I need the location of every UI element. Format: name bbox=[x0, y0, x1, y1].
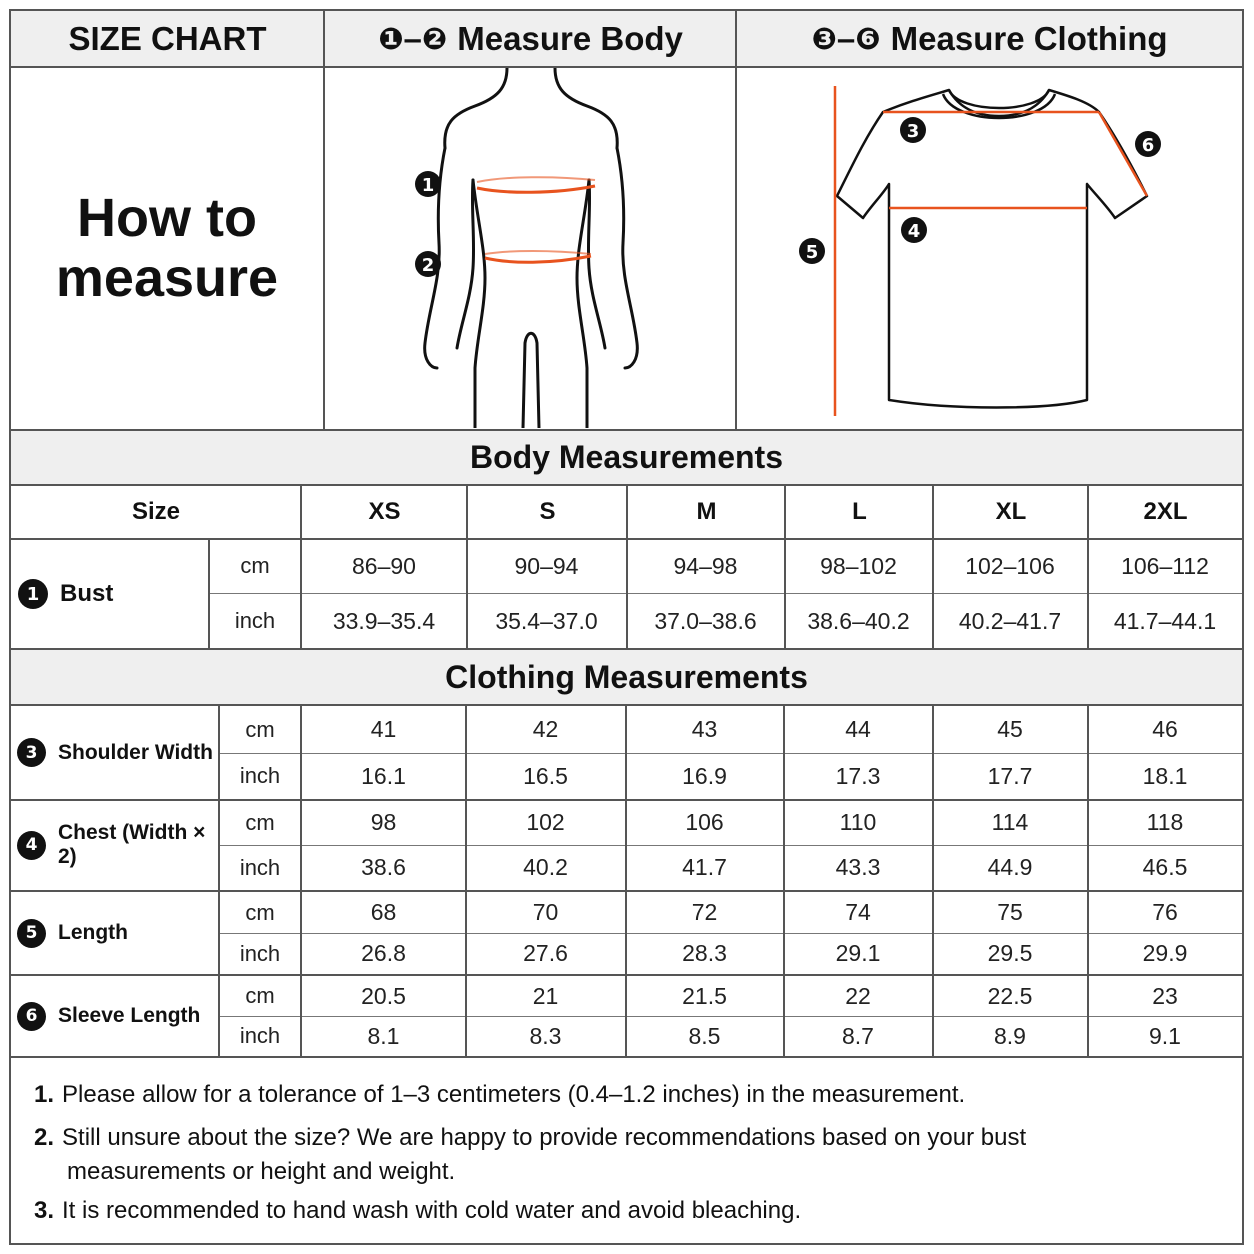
bust-inch-l-value: 38.6–40.2 bbox=[807, 607, 910, 634]
sleeve-length-cm-m-value: 21.5 bbox=[682, 982, 727, 1009]
body-measurements-title bbox=[11, 431, 1242, 484]
shoulder-width-inch-s bbox=[466, 753, 625, 799]
sleeve-length-unit-inch-value: inch bbox=[239, 1023, 281, 1048]
size-xs: XS bbox=[368, 498, 401, 525]
shoulder-width-inch-l-value: 17.3 bbox=[835, 762, 881, 789]
sleeve-length-cm-xs bbox=[302, 976, 465, 1016]
bust-inch-l bbox=[785, 594, 932, 648]
size-label: Size bbox=[131, 498, 181, 525]
bust-measure-back bbox=[477, 177, 595, 182]
svg-text:1: 1 bbox=[421, 175, 435, 196]
waist-measure-line bbox=[485, 256, 591, 262]
shoulder-width-unit-inch-value: inch bbox=[239, 763, 281, 788]
length-cm-xs bbox=[302, 892, 465, 933]
length-inch-xs bbox=[302, 933, 465, 974]
chest-cm-m bbox=[626, 800, 783, 845]
length-inch-s bbox=[466, 933, 625, 974]
note-2-num: 2. bbox=[34, 1124, 55, 1151]
length-inch-xl-value: 29.5 bbox=[987, 940, 1033, 966]
chest-inch-m-value: 41.7 bbox=[682, 854, 727, 880]
chest-label: Chest (Width × 2) bbox=[58, 821, 206, 868]
chest-inch-xs-value: 38.6 bbox=[361, 854, 406, 880]
length-cm-xl-value: 75 bbox=[997, 899, 1023, 925]
svg-text:6: 6 bbox=[1141, 135, 1155, 156]
sleeve-length-inch-xl bbox=[933, 1016, 1087, 1056]
measure-clothing-badge-3: ❸ bbox=[811, 21, 837, 57]
shoulder-width-cm-xl bbox=[933, 706, 1087, 753]
shoulder-width-unit-inch bbox=[220, 753, 300, 799]
length-row-label bbox=[17, 892, 217, 974]
length-cm-xs-value: 68 bbox=[370, 899, 397, 925]
sleeve-length-cm-m bbox=[626, 976, 783, 1016]
how-to-line2: measure bbox=[55, 248, 279, 308]
bust-cm-m-value: 94–98 bbox=[673, 552, 738, 579]
chest-inch-xs bbox=[302, 845, 465, 890]
svg-text:5: 5 bbox=[805, 242, 819, 263]
shoulder-width-cm-l bbox=[784, 706, 932, 753]
tshirt-diagram bbox=[737, 68, 1242, 428]
shoulder-width-inch-l bbox=[784, 753, 932, 799]
length-cm-m-value: 72 bbox=[691, 899, 718, 925]
length-inch-2xl-value: 29.9 bbox=[1142, 940, 1188, 966]
sleeve-length-inch-xl-value: 8.9 bbox=[994, 1022, 1026, 1049]
tshirt-outline bbox=[837, 90, 1147, 408]
length-inch-xs-value: 26.8 bbox=[361, 940, 406, 966]
length-unit-inch bbox=[220, 933, 300, 974]
measure-body-dash: – bbox=[403, 20, 422, 57]
length-inch-m-value: 28.3 bbox=[682, 940, 727, 966]
length-cm-s bbox=[466, 892, 625, 933]
sleeve-length-inch-s-value: 8.3 bbox=[529, 1022, 562, 1049]
length-unit-cm bbox=[220, 892, 300, 933]
chest-cm-2xl bbox=[1088, 800, 1242, 845]
sleeve-length-label: Sleeve Length bbox=[58, 1004, 201, 1027]
sleeve-length-cm-xs-value: 20.5 bbox=[361, 982, 406, 1009]
size-m: M bbox=[696, 498, 717, 525]
bust-unit-inch bbox=[210, 594, 300, 648]
bust-row-label bbox=[18, 540, 208, 648]
sleeve-length-inch-2xl bbox=[1088, 1016, 1242, 1056]
bust-label: Bust bbox=[60, 580, 114, 607]
size-col-xl bbox=[934, 486, 1088, 538]
shoulder-width-cm-m bbox=[626, 706, 783, 753]
shoulder-width-cm-s-value: 42 bbox=[532, 716, 559, 742]
how-to-measure-block bbox=[11, 68, 323, 428]
chest-inch-xl bbox=[933, 845, 1087, 890]
shoulder-width-unit-cm bbox=[220, 706, 300, 753]
length-unit-inch-value: inch bbox=[239, 940, 281, 966]
sleeve-length-inch-xs-value: 8.1 bbox=[367, 1022, 400, 1049]
sleeve-length-cm-2xl-value: 23 bbox=[1152, 982, 1178, 1009]
sleeve-length-inch-m bbox=[626, 1016, 783, 1056]
length-cm-l bbox=[784, 892, 932, 933]
tshirt-marker-4 bbox=[901, 217, 927, 243]
svg-text:2: 2 bbox=[421, 255, 435, 276]
shoulder-width-inch-xs bbox=[302, 753, 465, 799]
size-xl: XL bbox=[995, 498, 1027, 525]
sleeve-length-badge: 6 bbox=[17, 1002, 46, 1031]
bust-cm-2xl-value: 106–112 bbox=[1121, 552, 1209, 579]
shoulder-width-cm-xl-value: 45 bbox=[997, 716, 1023, 742]
svg-text:3: 3 bbox=[906, 121, 920, 142]
chest-inch-s bbox=[466, 845, 625, 890]
measure-clothing-label: Measure Clothing bbox=[890, 20, 1168, 57]
bust-inch-m-value: 37.0–38.6 bbox=[654, 607, 757, 634]
shoulder-width-cm-m-value: 43 bbox=[691, 716, 718, 742]
body-marker-2 bbox=[415, 251, 441, 277]
length-cm-s-value: 70 bbox=[532, 899, 559, 925]
chest-cm-l-value: 110 bbox=[839, 809, 877, 835]
chest-inch-2xl bbox=[1088, 845, 1242, 890]
chest-inch-l bbox=[784, 845, 932, 890]
bust-inch-xs bbox=[302, 594, 466, 648]
sleeve-length-cm-s bbox=[466, 976, 625, 1016]
length-cm-xl bbox=[933, 892, 1087, 933]
tshirt-marker-6 bbox=[1135, 131, 1161, 157]
waist-measure-back bbox=[485, 251, 591, 254]
shoulder-width-cm-2xl bbox=[1088, 706, 1242, 753]
sleeve-length-row-label bbox=[17, 976, 217, 1056]
shoulder-width-cm-xs-value: 41 bbox=[370, 716, 397, 742]
clothing-measurements-label: Clothing Measurements bbox=[445, 658, 808, 695]
shoulder-width-unit-cm-value: cm bbox=[245, 716, 275, 742]
measure-body-title bbox=[325, 11, 736, 67]
length-inch-l bbox=[784, 933, 932, 974]
sleeve-length-cm-2xl bbox=[1088, 976, 1242, 1016]
bust-cm-xl-value: 102–106 bbox=[965, 552, 1055, 579]
chest-inch-xl-value: 44.9 bbox=[987, 854, 1033, 880]
body-marker-1 bbox=[415, 171, 441, 197]
sleeve-length-unit-cm bbox=[220, 976, 300, 1016]
size-chart-label: SIZE CHART bbox=[68, 20, 267, 57]
clothing-measurements-title bbox=[11, 650, 1242, 704]
size-col-2xl bbox=[1089, 486, 1242, 538]
size-col-l bbox=[786, 486, 933, 538]
sleeve-length-inch-l-value: 8.7 bbox=[842, 1022, 874, 1049]
bust-cm-xl bbox=[933, 540, 1087, 592]
shoulder-width-inch-xs-value: 16.1 bbox=[361, 762, 406, 789]
bust-cm-xs bbox=[302, 540, 466, 592]
shoulder-width-inch-xl-value: 17.7 bbox=[987, 762, 1033, 789]
shoulder-width-cm-xs bbox=[302, 706, 465, 753]
bust-cm-l bbox=[785, 540, 932, 592]
size-chart-title bbox=[11, 11, 324, 67]
chest-row-label bbox=[17, 800, 217, 890]
chest-cm-s-value: 102 bbox=[526, 809, 565, 835]
measure-clothing-dash: – bbox=[836, 20, 856, 57]
chest-cm-2xl-value: 118 bbox=[1146, 809, 1184, 835]
measure-body-badge-2: ❷ bbox=[421, 21, 448, 57]
shoulder-width-inch-s-value: 16.5 bbox=[523, 762, 568, 789]
body-diagram bbox=[325, 68, 735, 428]
measure-clothing-badge-6: ❻ bbox=[855, 21, 881, 57]
chest-cm-xl-value: 114 bbox=[991, 809, 1029, 835]
bust-cm-2xl bbox=[1088, 540, 1242, 592]
length-inch-s-value: 27.6 bbox=[523, 940, 568, 966]
length-cm-2xl bbox=[1088, 892, 1242, 933]
sleeve-length-inch-m-value: 8.5 bbox=[688, 1022, 721, 1049]
size-col-m bbox=[628, 486, 785, 538]
shoulder-width-label: Shoulder Width bbox=[58, 740, 213, 764]
note-1 bbox=[34, 1078, 1144, 1112]
note-2-text: Still unsure about the size? We are happy to provide recommendations based on your bust measurements or height and weight. bbox=[62, 1124, 1027, 1185]
bust-badge: 1 bbox=[18, 579, 48, 609]
note-1-num: 1. bbox=[34, 1081, 55, 1108]
length-unit-cm-value: cm bbox=[245, 899, 275, 925]
shoulder-width-row-label bbox=[17, 706, 217, 799]
chest-unit-inch bbox=[220, 845, 300, 890]
bust-unit-cm bbox=[210, 540, 300, 592]
tshirt-marker-5 bbox=[799, 238, 825, 264]
sleeve-length-unit-inch bbox=[220, 1016, 300, 1056]
measure-clothing-title bbox=[737, 11, 1242, 67]
bust-inch-xs-value: 33.9–35.4 bbox=[332, 607, 436, 634]
length-cm-m bbox=[626, 892, 783, 933]
shoulder-width-inch-m bbox=[626, 753, 783, 799]
chest-inch-m bbox=[626, 845, 783, 890]
bust-inch-m bbox=[627, 594, 784, 648]
bust-cm-s-value: 90–94 bbox=[514, 552, 579, 579]
bust-inch-2xl-value: 41.7–44.1 bbox=[1113, 607, 1217, 634]
shoulder-width-inch-2xl-value: 18.1 bbox=[1142, 762, 1188, 789]
chest-unit-inch-value: inch bbox=[239, 854, 281, 880]
sleeve-length-unit-cm-value: cm bbox=[245, 983, 275, 1008]
note-1-text: Please allow for a tolerance of 1–3 centimeters (0.4–1.2 inches) in the measurement. bbox=[62, 1081, 966, 1108]
bust-inch-s-value: 35.4–37.0 bbox=[495, 607, 598, 634]
note-3 bbox=[34, 1194, 1144, 1228]
bust-inch-2xl bbox=[1088, 594, 1242, 648]
chest-inch-2xl-value: 46.5 bbox=[1142, 854, 1188, 880]
shoulder-width-inch-m-value: 16.9 bbox=[682, 762, 727, 789]
shoulder-width-inch-xl bbox=[933, 753, 1087, 799]
chest-cm-m-value: 106 bbox=[685, 809, 724, 835]
bust-cm-m bbox=[627, 540, 784, 592]
shoulder-width-cm-l-value: 44 bbox=[845, 716, 871, 742]
length-inch-l-value: 29.1 bbox=[835, 940, 881, 966]
chest-unit-cm-value: cm bbox=[245, 809, 275, 835]
size-col-s bbox=[468, 486, 627, 538]
shoulder-width-cm-s bbox=[466, 706, 625, 753]
length-cm-2xl-value: 76 bbox=[1152, 899, 1178, 925]
bust-cm-xs-value: 86–90 bbox=[352, 552, 416, 579]
chest-inch-l-value: 43.3 bbox=[835, 854, 881, 880]
length-label: Length bbox=[58, 921, 128, 944]
sleeve-length-cm-xl-value: 22.5 bbox=[987, 982, 1033, 1009]
sleeve-length-inch-l bbox=[784, 1016, 932, 1056]
how-to-line1: How to bbox=[77, 188, 257, 248]
length-inch-xl bbox=[933, 933, 1087, 974]
chest-cm-s bbox=[466, 800, 625, 845]
bust-cm-label: cm bbox=[240, 553, 270, 578]
length-inch-2xl bbox=[1088, 933, 1242, 974]
shoulder-width-cm-2xl-value: 46 bbox=[1152, 716, 1178, 742]
sleeve-length-cm-l-value: 22 bbox=[845, 982, 871, 1009]
size-2xl: 2XL bbox=[1143, 498, 1188, 525]
chest-cm-xs-value: 98 bbox=[370, 809, 397, 835]
sleeve-length-cm-s-value: 21 bbox=[532, 982, 559, 1009]
sleeve-length-inch-xs bbox=[302, 1016, 465, 1056]
chest-cm-xs bbox=[302, 800, 465, 845]
chest-cm-xl bbox=[933, 800, 1087, 845]
sleeve-length-inch-2xl-value: 9.1 bbox=[1149, 1022, 1181, 1049]
length-cm-l-value: 74 bbox=[845, 899, 871, 925]
shoulder-width-inch-2xl bbox=[1088, 753, 1242, 799]
length-inch-m bbox=[626, 933, 783, 974]
bust-inch-s bbox=[467, 594, 626, 648]
bust-inch-xl-value: 40.2–41.7 bbox=[958, 607, 1062, 634]
size-s: S bbox=[539, 498, 556, 525]
size-col-xs bbox=[302, 486, 467, 538]
chest-badge: 4 bbox=[17, 831, 46, 860]
chest-cm-l bbox=[784, 800, 932, 845]
shoulder-width-badge: 3 bbox=[17, 738, 46, 767]
body-measurements-label: Body Measurements bbox=[470, 439, 783, 475]
sleeve-length-inch-s bbox=[466, 1016, 625, 1056]
note-3-num: 3. bbox=[34, 1197, 55, 1224]
bust-measure-line bbox=[477, 186, 595, 192]
measure-body-label: Measure Body bbox=[457, 20, 683, 57]
size-header-label bbox=[11, 486, 301, 538]
length-badge: 5 bbox=[17, 919, 46, 948]
body-outline bbox=[425, 68, 638, 428]
svg-text:4: 4 bbox=[907, 221, 921, 242]
size-l: L bbox=[852, 498, 867, 525]
measure-body-badge-1: ❶ bbox=[378, 21, 404, 57]
note-2 bbox=[34, 1121, 1177, 1189]
bust-cm-s bbox=[467, 540, 626, 592]
chest-unit-cm bbox=[220, 800, 300, 845]
tshirt-marker-3 bbox=[900, 117, 926, 143]
bust-inch-label: inch bbox=[234, 608, 276, 633]
bust-cm-l-value: 98–102 bbox=[820, 552, 897, 579]
chest-inch-s-value: 40.2 bbox=[523, 854, 568, 880]
note-3-text: It is recommended to hand wash with cold water and avoid bleaching. bbox=[62, 1197, 802, 1224]
bust-inch-xl bbox=[933, 594, 1087, 648]
sleeve-length-cm-xl bbox=[933, 976, 1087, 1016]
sleeve-length-cm-l bbox=[784, 976, 932, 1016]
